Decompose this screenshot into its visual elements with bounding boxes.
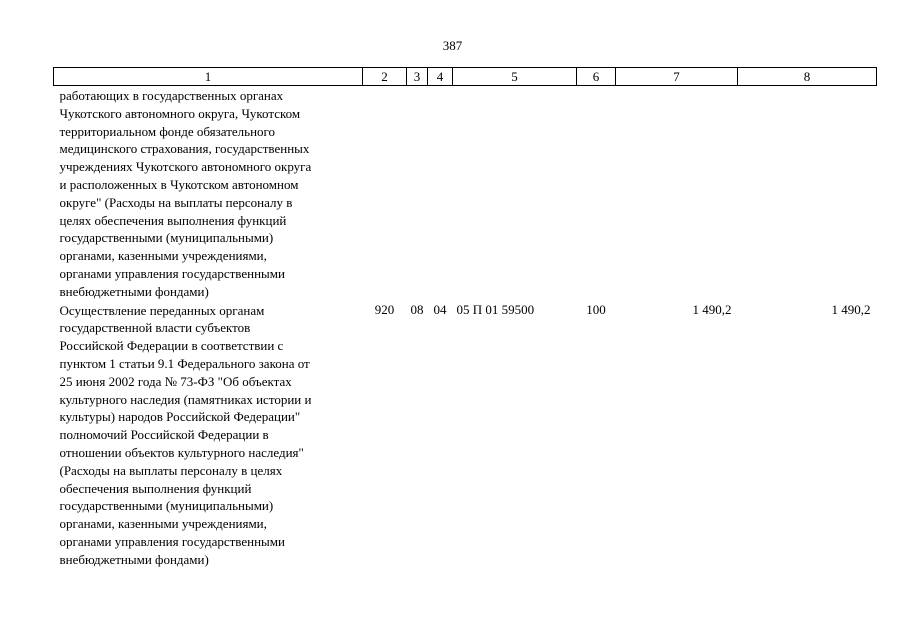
header-col-7: 7 — [616, 68, 738, 86]
page-number: 387 — [442, 38, 463, 53]
row-section-code: 08 — [410, 301, 424, 317]
header-col-8: 8 — [738, 68, 877, 86]
row-description: работающих в государственных органах Чукотского автономного округа, Чукотском территориальном фонде обязательного медицинского страхования, государственных учреждениях Чукотского автономного округа и расположенных в Чукотском автономном округе" (Расходы на выплаты персоналу в целях обеспечения выполнения функций государственными (муниципальными) органами, казенными учреждениями, органами управления государственными внебюджетными фондами) — [59, 88, 312, 299]
budget-table — [53, 67, 877, 569]
header-col-1: 1 — [54, 68, 363, 86]
header-col-6: 6 — [577, 68, 616, 86]
header-col-3: 3 — [407, 68, 428, 86]
header-col-4: 4 — [428, 68, 453, 86]
table-row — [54, 86, 877, 301]
row-subsection-code — [428, 86, 453, 301]
header-col-5: 5 — [453, 68, 577, 86]
row-subsection-code: 04 — [433, 301, 447, 317]
row-section-code — [407, 86, 428, 301]
row-amount-2 — [738, 86, 877, 301]
row-amount-1: 1 490,2 — [692, 301, 732, 317]
header-col-2: 2 — [363, 68, 407, 86]
row-expense-type: 100 — [586, 301, 606, 317]
table-row — [54, 301, 877, 569]
row-amount-2: 1 490,2 — [831, 301, 871, 317]
row-admin-code — [363, 86, 407, 301]
row-target-article: 05 П 01 59500 — [456, 301, 535, 317]
row-admin-code: 920 — [374, 301, 395, 317]
row-amount-1 — [616, 86, 738, 301]
header-row — [54, 68, 877, 86]
row-description: Осуществление переданных органам государственной власти субъектов Российской Федерации в соответствии с пунктом 1 статьи 9.1 Федерального закона от 25 июня 2002 года № 73-ФЗ "Об объектах культурного наследия (памятниках истории и культуры) народов Российской Федерации" полномочий Российской Федерации в отношении объектов культурного наследия" (Расходы на выплаты персоналу в целях обеспечения выполнения функций государственными (муниципальными) органами, казенными учреждениями, органами управления государственными внебюджетными фондами) — [59, 302, 312, 567]
table-header — [54, 68, 877, 86]
row-target-article — [453, 86, 577, 301]
table-body — [54, 86, 877, 569]
row-expense-type — [577, 86, 616, 301]
